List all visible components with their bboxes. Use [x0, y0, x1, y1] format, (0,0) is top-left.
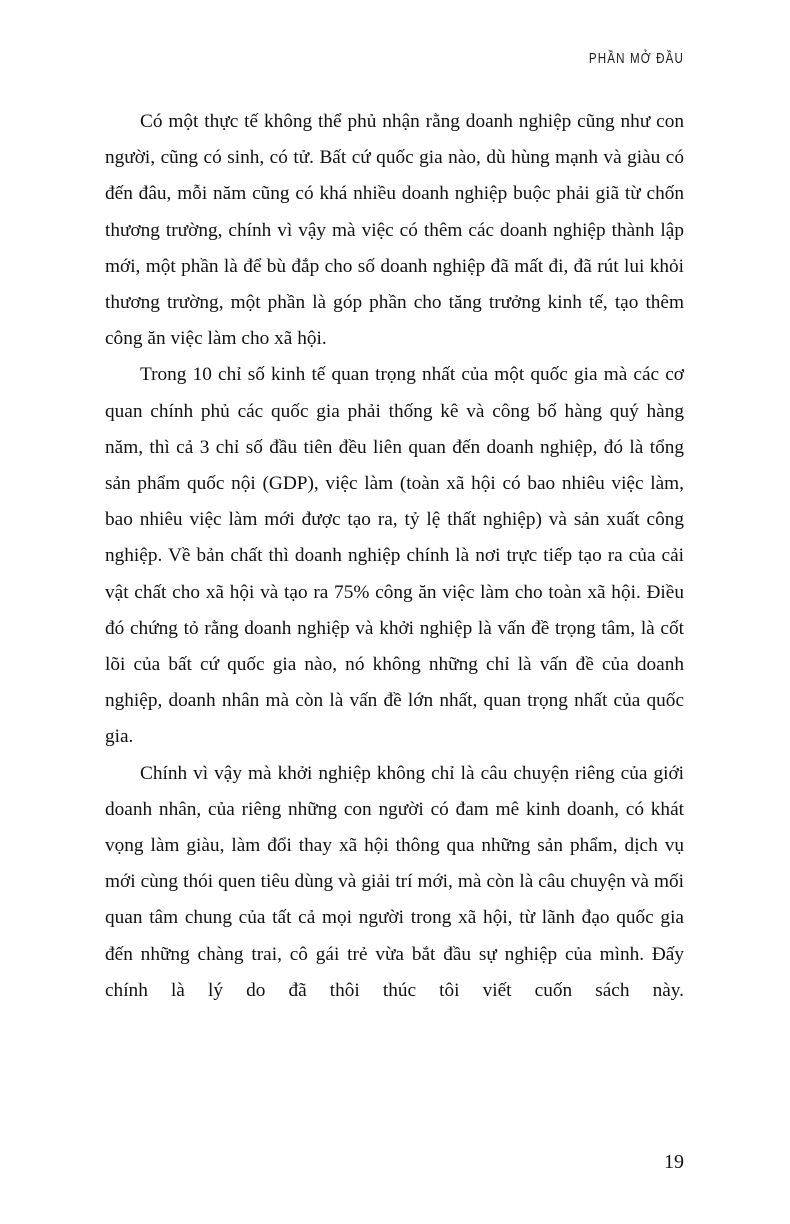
paragraph-2: Trong 10 chỉ số kinh tế quan trọng nhất của một quốc gia mà các cơ quan chính phủ các quốc gia phải thống kê và công bố hàng quý hàng năm, thì cả 3 chỉ số đầu tiên đều liên quan đến doanh nghiệp, đó là tổng sản phẩm quốc nội (GDP), việc làm (toàn xã hội có bao nhiêu việc làm, bao nhiêu việc làm mới được tạo ra, tỷ lệ thất nghiệp) và sản xuất công nghiệp. Về bản chất thì doanh nghiệp chính là nơi trực tiếp tạo ra của cải vật chất cho xã hội và tạo ra 75% công ăn việc làm cho toàn xã hội. Điều đó chứng tỏ rằng doanh nghiệp và khởi nghiệp là vấn đề trọng tâm, là cốt lõi của bất cứ quốc gia nào, nó không những chỉ là vấn đề của doanh nghiệp, doanh nhân mà còn là vấn đề lớn nhất, quan trọng nhất của quốc gia. [105, 364, 684, 748]
body-text-block [105, 104, 684, 1045]
running-header: PHẦN MỞ ĐẦU [588, 51, 684, 67]
paragraph-3: Chính vì vậy mà khởi nghiệp không chỉ là câu chuyện riêng của giới doanh nhân, của riêng những con người có đam mê kinh doanh, có khát vọng làm giàu, làm đổi thay xã hội thông qua những sản phẩm, dịch vụ mới cùng thói quen tiêu dùng và giải trí mới, mà còn là câu chuyện và mối quan tâm chung của tất cả mọi người trong xã hội, từ lãnh đạo quốc gia đến những chàng trai, cô gái trẻ vừa bắt đầu sự nghiệp của mình. Đấy chính là lý do đã thôi thúc tôi viết cuốn sách này. [105, 762, 684, 1001]
paragraph-1: Có một thực tế không thể phủ nhận rằng doanh nghiệp cũng như con người, cũng có sinh, có tử. Bất cứ quốc gia nào, dù hùng mạnh và giàu có đến đâu, mỗi năm cũng có khá nhiều doanh nghiệp buộc phải giã từ chốn thương trường, chính vì vậy mà việc có thêm các doanh nghiệp thành lập mới, một phần là để bù đắp cho số doanh nghiệp đã mất đi, đã rút lui khỏi thương trường, một phần là góp phần cho tăng trưởng kinh tế, tạo thêm công ăn việc làm cho xã hội. [105, 111, 684, 350]
page-number: 19 [664, 1151, 684, 1173]
